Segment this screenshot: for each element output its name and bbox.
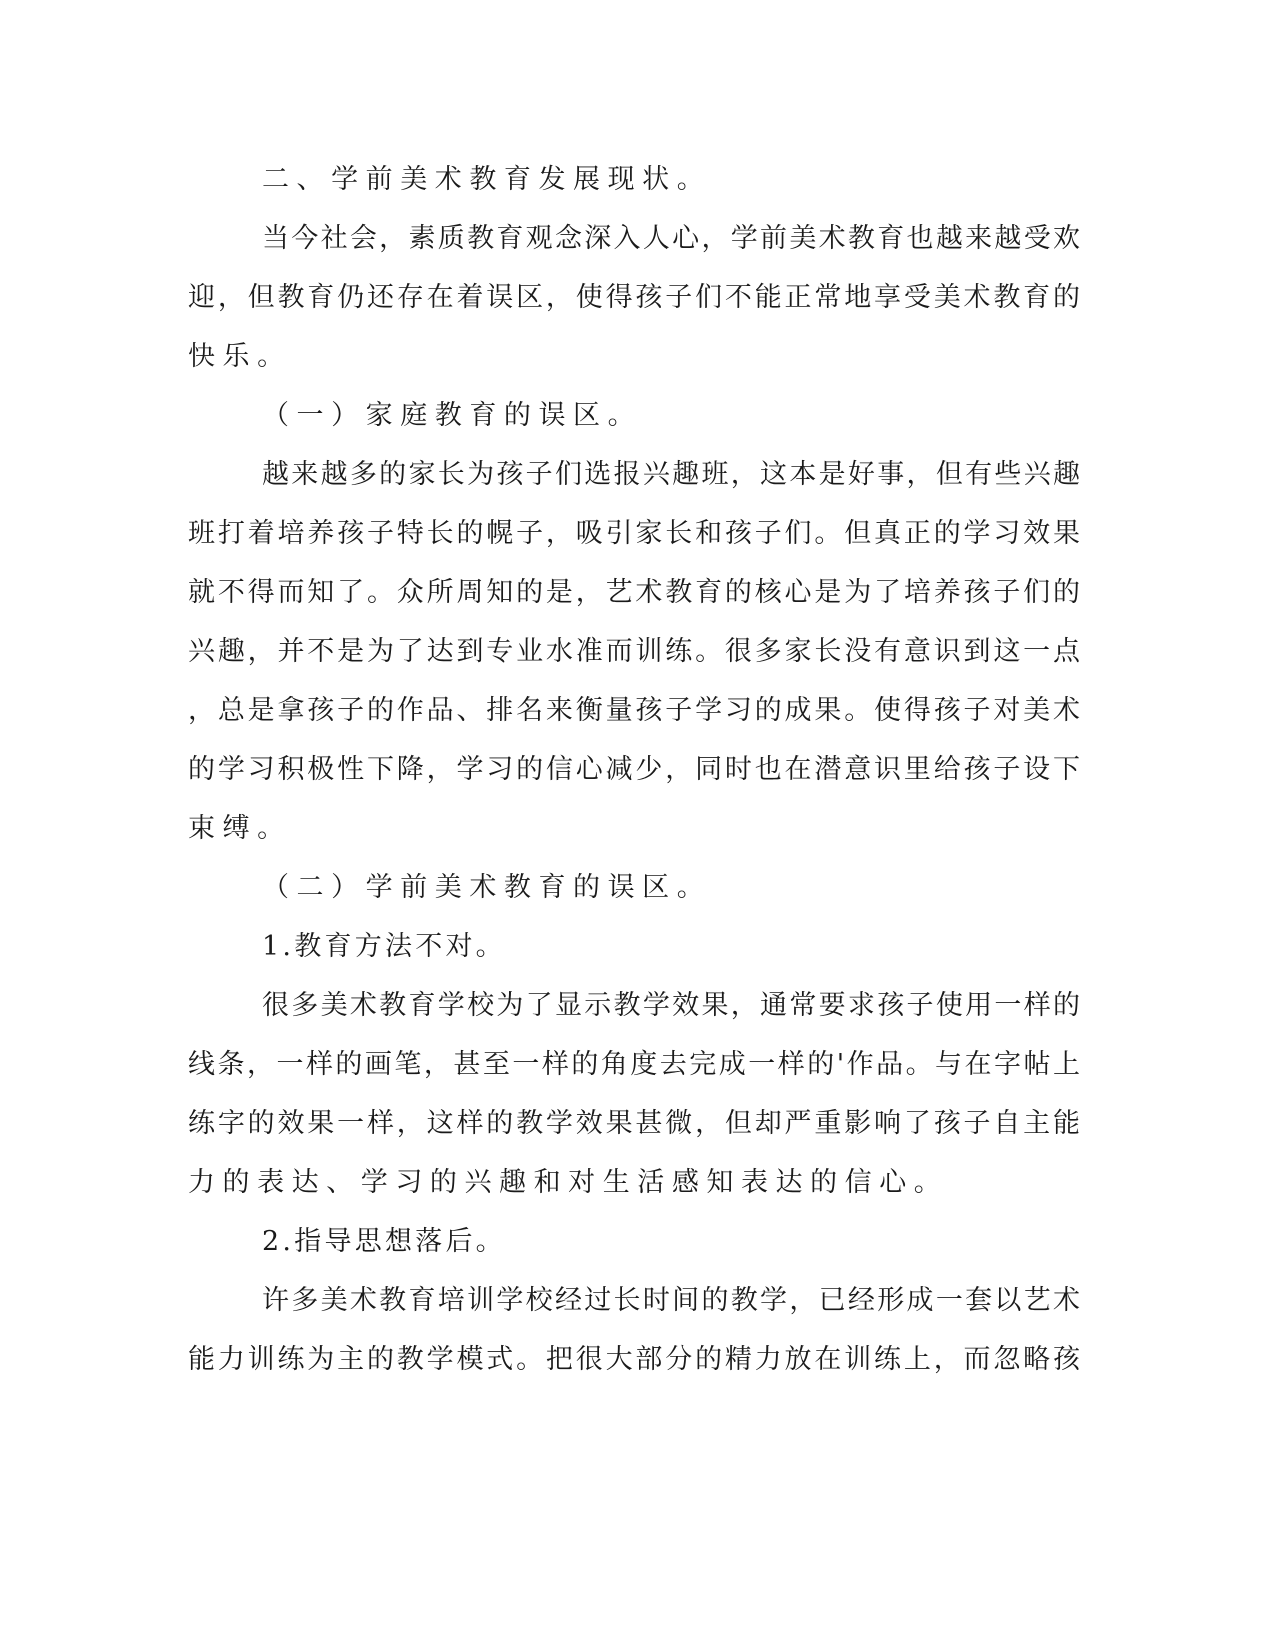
paragraph-line: 就不得而知了。众所周知的是，艺术教育的核心是为了培养孩子们的 <box>188 577 1080 608</box>
paragraph-line: 很多美术教育学校为了显示教学效果，通常要求孩子使用一样的 <box>262 990 1080 1021</box>
list-item-heading-2: 2.指导思想落后。 <box>262 1226 506 1257</box>
paragraph-line: 练字的效果一样，这样的教学效果甚微，但却严重影响了孩子自主能 <box>188 1108 1080 1139</box>
paragraph-line: 力的表达、学习的兴趣和对生活感知表达的信心。 <box>188 1167 949 1198</box>
paragraph-line: 班打着培养孩子特长的幌子，吸引家长和孩子们。但真正的学习效果 <box>188 518 1080 549</box>
paragraph-line: 快乐。 <box>188 341 292 372</box>
paragraph-line: 兴趣，并不是为了达到专业水准而训练。很多家长没有意识到这一点 <box>188 636 1080 667</box>
subsection-heading-2: （二）学前美术教育的误区。 <box>262 872 712 903</box>
paragraph-line: 当今社会，素质教育观念深入人心，学前美术教育也越来越受欢 <box>262 223 1080 254</box>
section-heading-2: 二、学前美术教育发展现状。 <box>262 164 712 195</box>
paragraph-line: 束缚。 <box>188 813 292 844</box>
paragraph-line: 能力训练为主的教学模式。把很大部分的精力放在训练上，而忽略孩 <box>188 1344 1080 1375</box>
subsection-heading-1: （一）家庭教育的误区。 <box>262 400 643 431</box>
paragraph-line: ，总是拿孩子的作品、排名来衡量孩子学习的成果。使得孩子对美术 <box>188 695 1080 726</box>
paragraph-line: 越来越多的家长为孩子们选报兴趣班，这本是好事，但有些兴趣 <box>262 459 1080 490</box>
paragraph-line: 线条，一样的画笔，甚至一样的角度去完成一样的'作品。与在字帖上 <box>188 1049 1080 1080</box>
paragraph-line: 许多美术教育培训学校经过长时间的教学，已经形成一套以艺术 <box>262 1285 1080 1316</box>
paragraph-line: 的学习积极性下降，学习的信心减少，同时也在潜意识里给孩子设下 <box>188 754 1080 785</box>
list-item-heading-1: 1.教育方法不对。 <box>262 931 506 962</box>
paragraph-line: 迎，但教育仍还存在着误区，使得孩子们不能正常地享受美术教育的 <box>188 282 1080 313</box>
